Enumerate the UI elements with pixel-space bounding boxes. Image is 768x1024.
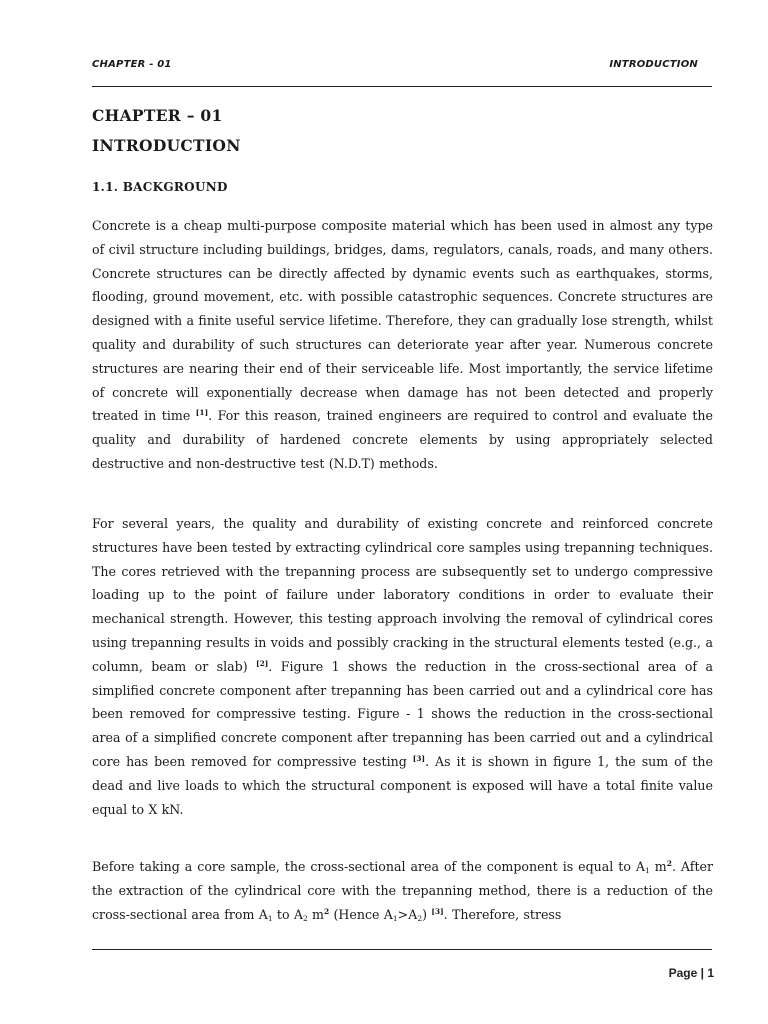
p3-text-i: . Therefore, stress [443, 906, 562, 922]
paragraph-3 [92, 855, 713, 926]
subscript: 2 [302, 913, 308, 923]
p1-text-a: Concrete is a cheap multi-purpose composite material which has been used in almost any type of civil structure including buildings, bridges, dams, regulators, canals, roads, and many others. Concrete structures can be directly affected by dynamic events such as earthquakes, storms, flooding, ground movement, etc. with possible catastrophic sequences. Concrete structures are designed with a finite useful service lifetime. Therefore, they can gradually lose strength, whilst quality and durability of such structures can deteriorate year after year. Numerous concrete structures are nearing their end of their serviceable life. Most importantly, the service lifetime of concrete will exponentially decrease when damage has not been detected and properly treated in time [92, 218, 713, 424]
p2-text-c: . As it is shown in figure 1, the sum of the dead and live loads to which the structural component is exposed will have a total finite value equal to X kN. [92, 753, 713, 817]
paragraph-1 [92, 214, 713, 476]
subscript: 1 [267, 913, 273, 923]
subscript: 2 [417, 913, 423, 923]
header-divider [92, 86, 712, 87]
superscript: 2 [324, 906, 330, 916]
running-header-title: INTRODUCTION [609, 59, 698, 70]
subscript: 1 [645, 866, 650, 875]
page-number: Page | 1 [668, 966, 714, 980]
p2-text-b: . Figure 1 shows the reduction in the cross-sectional area of a simplified concrete component after trepanning has been carried out and a cylindrical core has been removed for compressive testing. Figure - 1 shows the reduction in the cross-sectional area of a simplified concrete component after trepanning has been carried out and a cylindrical core has been removed for compressive testing [92, 658, 713, 769]
section-heading: 1.1. BACKGROUND [92, 180, 228, 194]
subscript: 1 [392, 913, 398, 923]
p3-text-b: m [649, 859, 667, 874]
p3-text-c: . After the extraction of the cylindrical core with the trepanning method, there is a reduction of the cross-sectional area from A [92, 859, 714, 922]
p3-text-f: (Hence A [329, 906, 393, 922]
chapter-number: CHAPTER – 01 [92, 106, 223, 125]
p1-text-b: . For this reason, trained engineers are required to control and evaluate the quality and durability of hardened concrete elements by using appropriately selected destructive and non-destructive test (N.D.T) methods. [92, 408, 713, 471]
citation-3: [3] [412, 753, 426, 763]
p3-text-h: ) [422, 906, 432, 922]
superscript: 2 [666, 859, 672, 868]
p3-text-g: >A [397, 906, 418, 922]
footer-divider [92, 949, 712, 950]
p2-text-a: For several years, the quality and durability of existing concrete and reinforced concrete structures have been tested by extracting cylindrical core samples using trepanning techniques. The cores retrieved with the trepanning process are subsequently set to undergo compressive loading up to the point of failure under laboratory conditions in order to evaluate their mechanical strength. However, this testing approach involving the removal of cylindrical cores using trepanning results in voids and possibly cracking in the structural elements tested (e.g., a column, beam or slab) [92, 516, 713, 674]
citation-1: [1] [195, 408, 209, 418]
citation-3b: [3] [431, 906, 444, 916]
p3-text-e: m [307, 906, 324, 922]
running-header-chapter: CHAPTER - 01 [92, 59, 172, 70]
p3-text-d: to A [272, 906, 303, 922]
chapter-title: INTRODUCTION [92, 136, 241, 155]
p3-text-a: Before taking a core sample, the cross-sectional area of the component is equal to A [92, 859, 646, 874]
citation-2: [2] [256, 658, 269, 668]
paragraph-2 [92, 512, 713, 821]
